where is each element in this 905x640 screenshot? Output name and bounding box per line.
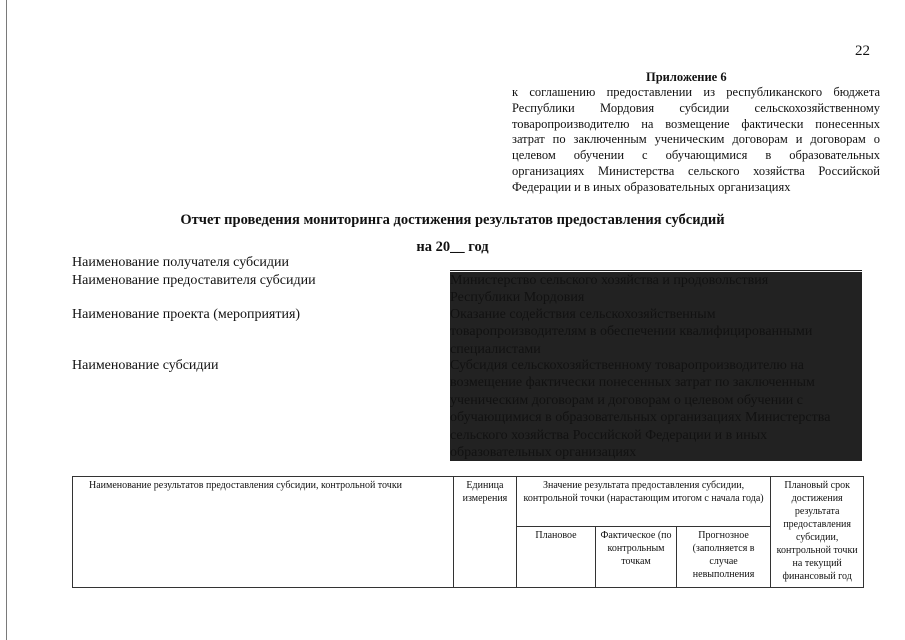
report-title: Отчет проведения мониторинга достижения результатов предоставления субсидий [180,212,725,228]
header-result-name: Наименование результатов предоставления субсидии, контрольной точки [73,477,454,588]
report-year: на 20__ год [416,239,489,255]
subsidy-value [450,357,862,461]
provider-line: Министерство сельского хозяйства и продовольствия [450,273,769,288]
project-line: товаропроизводителям в обеспечении квалифицированными [450,324,813,340]
appendix-body: к соглашению предоставлении из республиканского бюджета Республики Мордовия субсидии сельскохозяйственному товаропроизводителю на возмещение фактически понесенных затрат по заключенным ученическим договорам и договорам о целевом обучении с обучающимися в образовательных организациях Министерства сельского хозяйства Российской Федерации и в иных образовательных организациях [512,85,880,194]
table-header-row [73,477,864,527]
subsidy-line: обучающимися в образовательных организациях Министерства [450,410,831,426]
header-forecast: Прогнозное (заполняется в случае невыполнения [676,527,770,588]
recipient-label: Наименование получателя субсидии [72,255,289,270]
page-number: 22 [855,43,870,59]
subsidy-line: возмещение фактически понесенных затрат по заключенным [450,375,815,391]
project-value [450,306,862,358]
header-deadline: Плановый срок достижения результата предоставления субсидии, контрольной точки на текущий финансовый год [771,477,864,588]
subsidy-label: Наименование субсидии [72,358,219,373]
subsidy-line: сельского хозяйства Российской Федерации и в иных [450,427,768,443]
project-label: Наименование проекта (мероприятия) [72,307,301,322]
header-value: Значение результата предоставления субсидии, контрольной точки (нарастающим итогом с начала года) [516,477,770,527]
header-planned: Плановое [516,527,595,588]
results-table [72,476,864,588]
recipient-line [450,270,862,271]
subsidy-line: ученическим договорам и договорам о целевом обучении с [450,392,803,408]
subsidy-line: Субсидия сельскохозяйственному товаропроизводителю на [450,358,804,373]
appendix-title: Приложение 6 [646,70,727,84]
project-line: специалистами [450,341,541,357]
subsidy-line: образовательных организациях [450,445,637,461]
page-left-edge [6,0,7,640]
header-actual: Фактическое (по контрольным точкам [596,527,677,588]
provider-line: Республики Мордовия [450,290,585,306]
header-unit: Единица измерения [454,477,517,588]
provider-value [450,272,862,307]
project-line: Оказание содействия сельскохозяйственным [450,307,716,322]
provider-label: Наименование предоставителя субсидии [72,273,316,288]
